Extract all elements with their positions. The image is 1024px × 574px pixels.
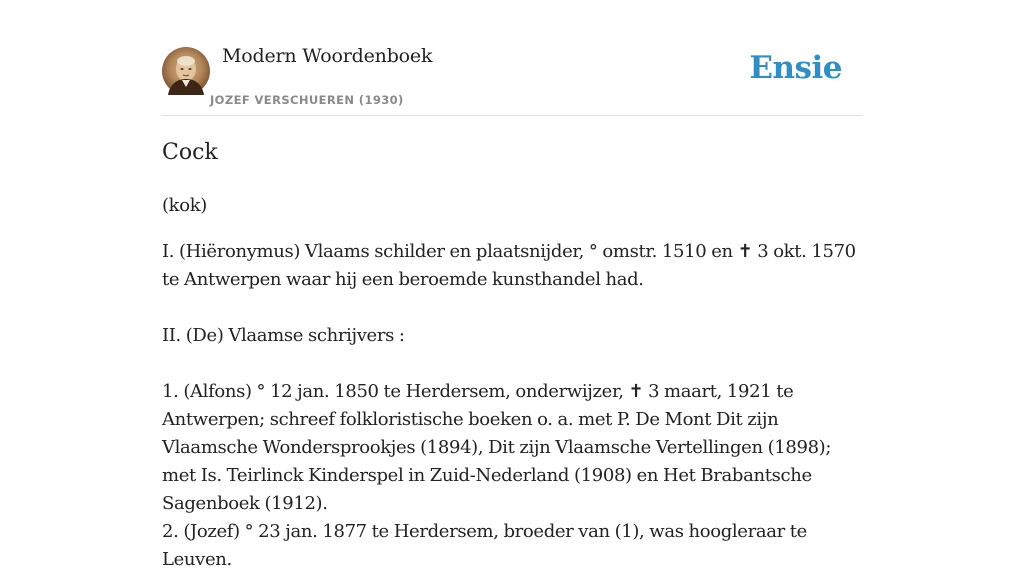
book-title[interactable]: Modern Woordenboek [222,45,433,67]
entry-pronunciation: (kok) [162,195,207,216]
entry-paragraph: I. (Hiëronymus) Vlaams schilder en plaatsnijder, ° omstr. 1510 en ✝ 3 okt. 1570 te Antwerpen waar hij een beroemde kunsthandel had. [162,241,856,290]
author-name[interactable]: JOZEF VERSCHUEREN (1930) [210,93,404,107]
ensie-logo[interactable]: Ensie [749,50,842,86]
entry-paragraph: 2. (Jozef) ° 23 jan. 1877 te Herdersem, broeder van (1), was hoogleraar te Leuven. [162,521,807,570]
entry-paragraph: II. (De) Vlaamse schrijvers : [162,325,405,346]
portrait-icon [162,47,210,95]
entry-paragraph-group [162,378,862,574]
entry-title: Cock [162,140,218,165]
author-avatar[interactable] [162,47,210,95]
page-header [162,0,862,116]
entry-paragraph: 1. (Alfons) ° 12 jan. 1850 te Herdersem, onderwijzer, ✝ 3 maart, 1921 te Antwerpen; schreef folkloristische boeken o. a. met P. De Mont Dit zijn Vlaamsche Wondersprookjes (1894), Dit zijn Vlaamsche Vertellingen (1898); met Is. Teirlinck Kinderspel in Zuid-Nederland (1908) en Het Brabantsche Sagenboek (1912). [162,381,832,514]
page-container [162,0,862,570]
